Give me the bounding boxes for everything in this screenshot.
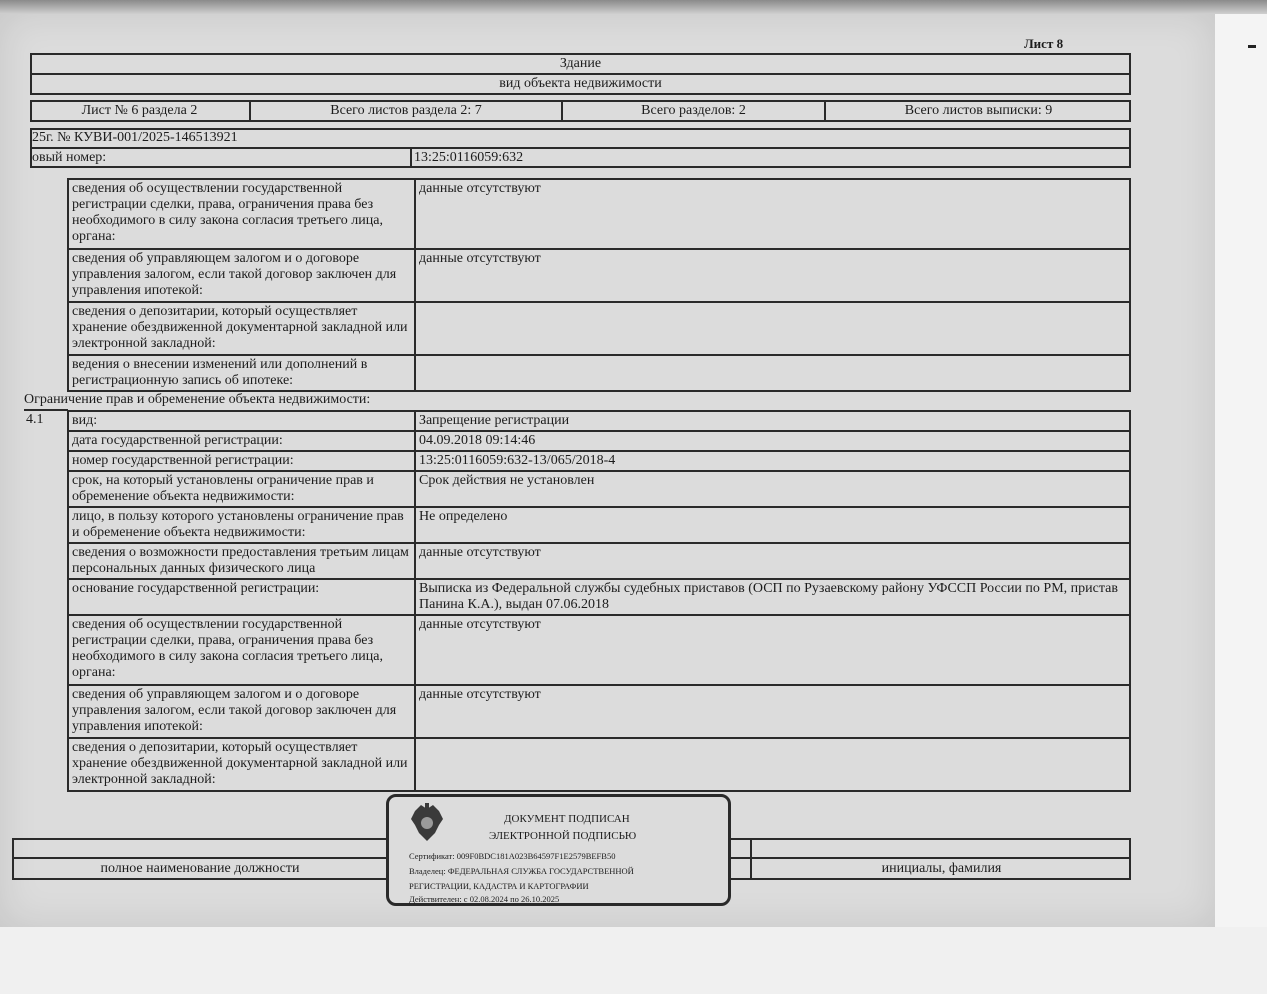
- extract-number: 25г. № КУВИ-001/2025-146513921: [32, 130, 238, 145]
- row-value: Не определено: [415, 507, 1130, 543]
- position-caption: полное наименование должности: [100, 861, 300, 876]
- initials-caption: инициалы, фамилия: [881, 861, 1002, 876]
- encumbrance-table: [67, 178, 1131, 792]
- row-value: [415, 355, 1130, 391]
- table-row: [68, 179, 1130, 249]
- table-row: [68, 411, 1130, 431]
- row-value: данные отсутствуют: [415, 179, 1130, 249]
- row-value: данные отсутствуют: [415, 249, 1130, 302]
- table-row: [68, 543, 1130, 579]
- cadastral-divider: [410, 147, 412, 168]
- table-row: [68, 249, 1130, 302]
- scan-top-edge: [0, 0, 1267, 14]
- stamp-certificate: Сертификат: 009F0BDC181A023B64597F1E2579BEFB50: [409, 851, 616, 861]
- extract-info-divider: [30, 147, 1131, 149]
- cadastral-value: 13:25:0116059:632: [414, 150, 524, 165]
- scan-mark: [1248, 45, 1256, 48]
- table-row: [68, 451, 1130, 471]
- restriction-index: 4.1: [26, 412, 44, 427]
- stamp-title: ДОКУМЕНТ ПОДПИСАН: [504, 813, 630, 825]
- row-label: основание государственной регистрации:: [68, 579, 415, 615]
- row-label: сведения о депозитарии, который осуществляет хранение обездвиженной документарной закладной или электронной закладной:: [68, 738, 415, 791]
- row-label: сведения об осуществлении государственной регистрации сделки, права, ограничения права без необходимого в силу закона согласия третьего лица, органа:: [68, 179, 415, 249]
- stamp-owner-continued: РЕГИСТРАЦИИ, КАДАСТРА И КАРТОГРАФИИ: [409, 881, 589, 891]
- heading-rule: [24, 409, 68, 411]
- header-extract-sheets: Всего листов выписки: 9: [904, 103, 1053, 118]
- row-label: номер государственной регистрации:: [68, 451, 415, 471]
- row-value: данные отсутствуют: [415, 685, 1130, 738]
- row-value: 04.09.2018 09:14:46: [415, 431, 1130, 451]
- row-label: лицо, в пользу которого установлены ограничение прав и обременение объекта недвижимости:: [68, 507, 415, 543]
- table-row: [68, 685, 1130, 738]
- table-row: [68, 471, 1130, 507]
- object-type: Здание: [559, 56, 602, 71]
- header-sheet-number: Лист № 6 раздела 2: [81, 103, 198, 118]
- e-signature-stamp: [386, 794, 731, 906]
- row-value: Выписка из Федеральной службы судебных приставов (ОСП по Рузаевскому району УФССП России по РМ, пристав Панина К.А.), выдан 07.06.2018: [415, 579, 1130, 615]
- header-section-sheets: Всего листов раздела 2: 7: [330, 103, 482, 118]
- row-label: дата государственной регистрации:: [68, 431, 415, 451]
- row-value: Запрещение регистрации: [415, 411, 1130, 431]
- object-type-divider: [30, 73, 1131, 75]
- row-value: 13:25:0116059:632-13/065/2018-4: [415, 451, 1130, 471]
- table-row: [68, 302, 1130, 355]
- row-label: сведения об управляющем залогом и о договоре управления залогом, если такой договор заключен для управления ипотекой:: [68, 685, 415, 738]
- row-value: данные отсутствуют: [415, 543, 1130, 579]
- cadastral-label: овый номер:: [32, 150, 107, 165]
- sheet-label: Лист 8: [1024, 36, 1064, 51]
- row-label: сведения об осуществлении государственной регистрации сделки, права, ограничения права без необходимого в силу закона согласия третьего лица, органа:: [68, 615, 415, 685]
- table-row: [68, 615, 1130, 685]
- row-value: [415, 302, 1130, 355]
- stamp-owner: Владелец: ФЕДЕРАЛЬНАЯ СЛУЖБА ГОСУДАРСТВЕННОЙ: [409, 866, 634, 876]
- table-row: [68, 738, 1130, 791]
- row-label: вид:: [68, 411, 415, 431]
- table-row: [68, 355, 1130, 391]
- stamp-subtitle: ЭЛЕКТРОННОЙ ПОДПИСЬЮ: [489, 830, 637, 842]
- paper-margin: [0, 927, 1267, 994]
- row-value: [415, 738, 1130, 791]
- row-label: сведения о депозитарии, который осуществляет хранение обездвиженной документарной закладной или электронной закладной:: [68, 302, 415, 355]
- table-row: [68, 507, 1130, 543]
- object-type-caption: вид объекта недвижимости: [499, 76, 662, 91]
- stamp-validity: Действителен: с 02.08.2024 по 26.10.2025: [409, 894, 560, 904]
- row-label: сведения о возможности предоставления третьим лицам персональных данных физического лица: [68, 543, 415, 579]
- row-label: срок, на который установлены ограничение прав и обременение объекта недвижимости:: [68, 471, 415, 507]
- row-label: ведения о внесении изменений или дополнений в регистрационную запись об ипотеке:: [68, 355, 415, 391]
- restriction-heading: Ограничение прав и обременение объекта недвижимости:: [24, 392, 371, 407]
- emblem-icon: [409, 803, 445, 843]
- table-row: [68, 431, 1130, 451]
- row-value: Срок действия не установлен: [415, 471, 1130, 507]
- table-row: [68, 579, 1130, 615]
- header-sections-total: Всего разделов: 2: [641, 103, 746, 118]
- row-value: данные отсутствуют: [415, 615, 1130, 685]
- row-label: сведения об управляющем залогом и о договоре управления залогом, если такой договор заключен для управления ипотекой:: [68, 249, 415, 302]
